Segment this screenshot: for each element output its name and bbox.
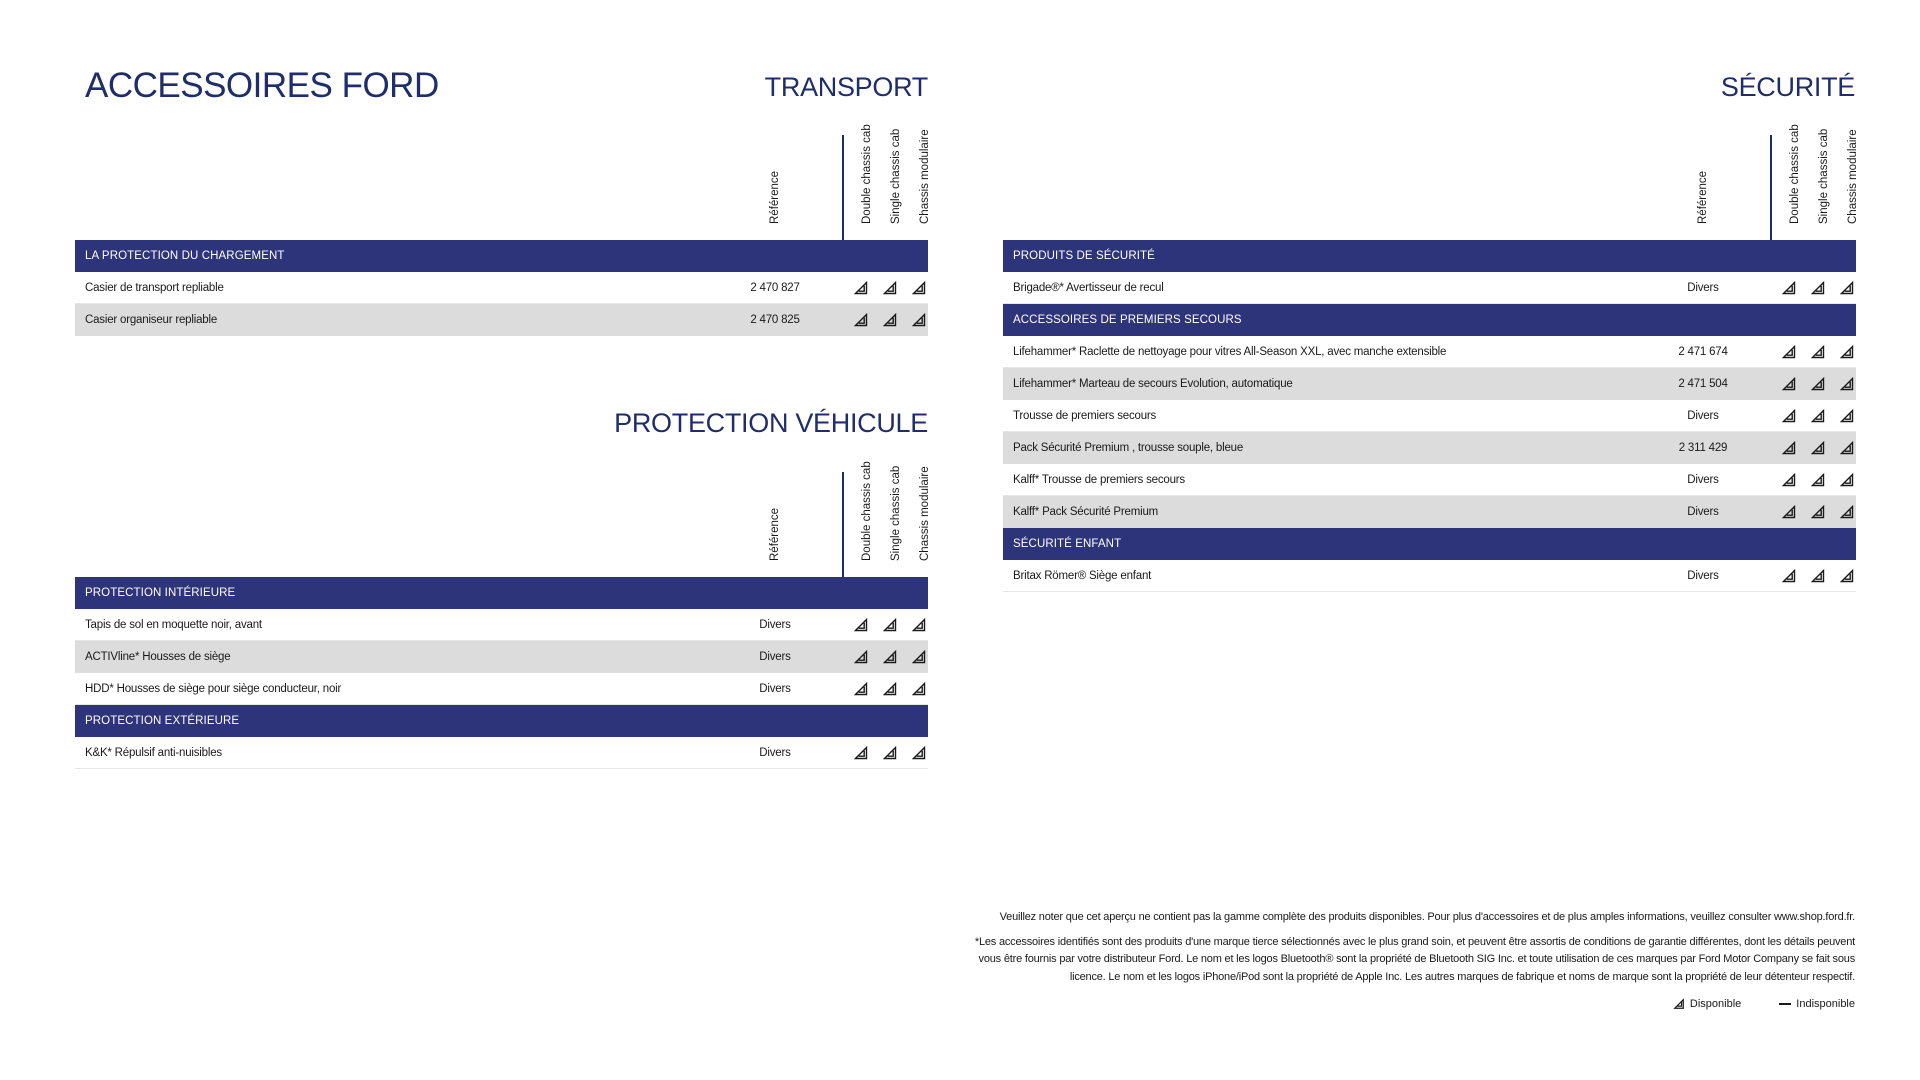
page-title: ACCESSOIRES FORD [85,66,439,105]
available-triangle-icon [1811,409,1825,423]
product-name: K&K* Répulsif anti-nuisibles [85,747,222,759]
product-name: Casier organiseur repliable [85,314,218,326]
legend-available [1673,998,1741,1010]
product-reference: 2 470 827 [750,282,800,294]
available-triangle-icon [1782,281,1796,295]
available-triangle-icon [1782,441,1796,455]
available-triangle-icon [883,618,897,632]
product-reference: Divers [1687,282,1719,294]
available-triangle-icon [1811,345,1825,359]
column-reference-label: Référence [769,170,781,224]
column-chassis-modulaire-label: Chassis modulaire [919,466,931,561]
legend-available-label: Disponible [1689,998,1742,1010]
column-chassis-modulaire-label: Chassis modulaire [1847,129,1859,224]
column-chassis-modulaire-label: Chassis modulaire [919,129,931,224]
footnote-trademarks: *Les accessoires identifiés sont des produits d'une marque tierce sélectionnés avec le plus grand soin, et peuvent être assortis de conditions de garantie différentes, dont les détails peuvent vous être fournis par votre distributeur Ford. Le nom et les logos Bluetooth® sont la propriété de Bluetooth SIG Inc. et toute utilisation de ces marques par Ford Motor Company se fait sous licence. Le nom et les logos iPhone/iPod sont la propriété de Apple Inc. Les autres marques de fabrique et noms de marque sont la propriété de leur détenteur respectif. [974,935,1855,983]
available-triangle-icon [912,682,926,696]
category-header: PRODUITS DE SÉCURITÉ [1003,240,1856,272]
dash-icon [1779,1003,1791,1005]
product-reference: 2 471 504 [1678,378,1728,390]
table-row [75,673,928,705]
column-double-chassis-cab [846,461,876,573]
available-triangle-icon [1811,281,1825,295]
column-chassis-modulaire [1832,129,1862,236]
column-single-chassis-cab [875,128,905,236]
available-triangle-icon [1811,377,1825,391]
legend [1673,998,1855,1010]
available-triangle-icon [883,281,897,295]
column-single-chassis-cab [875,465,905,573]
available-triangle-icon [1782,345,1796,359]
product-reference: Divers [759,683,791,695]
product-name: Britax Römer® Siège enfant [1013,570,1152,582]
available-triangle-icon [854,746,868,760]
product-reference: Divers [1687,410,1719,422]
available-triangle-icon [1782,473,1796,487]
available-triangle-icon [1840,281,1854,295]
column-header [1003,124,1859,240]
available-triangle-icon [883,650,897,664]
section-title-protection: PROTECTION VÉHICULE [614,408,928,438]
column-single-chassis-cab-label: Single chassis cab [890,465,902,561]
product-reference: Divers [1687,474,1719,486]
available-triangle-icon [1811,473,1825,487]
product-reference: 2 470 825 [750,314,800,326]
product-reference: Divers [759,747,791,759]
product-name: Brigade®* Avertisseur de recul [1013,282,1164,294]
table-row [75,641,928,673]
available-triangle-icon [883,746,897,760]
table-row [75,272,928,304]
available-triangle-icon [1840,569,1854,583]
product-name: Trousse de premiers secours [1013,410,1157,422]
product-name: HDD* Housses de siège pour siège conducteur, noir [85,683,342,695]
column-single-chassis-cab [1803,128,1833,236]
available-triangle-icon [1840,473,1854,487]
available-triangle-icon [854,618,868,632]
table-row [1003,464,1856,496]
section-title-transport: TRANSPORT [764,72,928,102]
column-header [75,124,931,240]
available-triangle-icon [1811,569,1825,583]
category-header: PROTECTION EXTÉRIEURE [75,705,928,737]
protection-table [75,461,931,769]
available-triangle-icon [1840,345,1854,359]
product-reference: Divers [759,619,791,631]
available-triangle-icon [854,281,868,295]
footnotes [960,909,1855,993]
table-row [1003,560,1856,592]
column-reference-label: Référence [769,507,781,561]
table-row [1003,496,1856,528]
available-triangle-icon [1840,409,1854,423]
available-triangle-icon [1840,441,1854,455]
column-double-chassis-cab-label: Double chassis cab [861,461,873,561]
available-triangle-icon [1811,441,1825,455]
product-reference: Divers [1687,506,1719,518]
column-divider [842,472,844,577]
available-triangle-icon [912,281,926,295]
available-triangle-icon [1782,569,1796,583]
category-header: PROTECTION INTÉRIEURE [75,577,928,609]
available-triangle-icon [854,313,868,327]
product-name: ACTIVline* Housses de siège [85,651,231,663]
product-reference: 2 311 429 [1678,442,1728,454]
column-chassis-modulaire [904,466,934,573]
available-triangle-icon [1673,998,1685,1010]
available-triangle-icon [883,682,897,696]
securite-table [1003,124,1859,592]
product-name: Pack Sécurité Premium , trousse souple, bleue [1013,442,1244,454]
available-triangle-icon [854,682,868,696]
available-triangle-icon [1782,505,1796,519]
column-double-chassis-cab [1774,124,1804,236]
available-triangle-icon [1840,505,1854,519]
table-row [1003,432,1856,464]
available-triangle-icon [1840,377,1854,391]
available-triangle-icon [1782,409,1796,423]
category-header: ACCESSOIRES DE PREMIERS SECOURS [1003,304,1856,336]
table-row [75,609,928,641]
column-divider [842,135,844,240]
available-triangle-icon [1811,505,1825,519]
table-row [1003,368,1856,400]
product-name: Casier de transport repliable [85,282,224,294]
available-triangle-icon [912,313,926,327]
column-reference [754,136,784,236]
column-chassis-modulaire [904,129,934,236]
column-double-chassis-cab-label: Double chassis cab [861,124,873,224]
legend-unavailable [1779,998,1855,1010]
available-triangle-icon [912,746,926,760]
product-name: Lifehammer* Marteau de secours Evolution, automatique [1013,378,1293,390]
product-reference: 2 471 674 [1678,346,1728,358]
legend-unavailable-label: Indisponible [1796,998,1855,1010]
product-reference: Divers [759,651,791,663]
table-row [75,737,928,769]
column-double-chassis-cab-label: Double chassis cab [1789,124,1801,224]
product-name: Lifehammer* Raclette de nettoyage pour vitres All-Season XXL, avec manche extensible [1013,346,1447,358]
product-reference: Divers [1687,570,1719,582]
product-name: Tapis de sol en moquette noir, avant [85,619,262,631]
column-divider [1770,135,1772,240]
category-header: SÉCURITÉ ENFANT [1003,528,1856,560]
product-name: Kalff* Trousse de premiers secours [1013,474,1185,486]
available-triangle-icon [883,313,897,327]
table-row [1003,400,1856,432]
column-single-chassis-cab-label: Single chassis cab [890,128,902,224]
footnote-overview: Veuillez noter que cet aperçu ne contient pas la gamme complète des produits disponibles. Pour plus d'accessoires et de plus amples informations, veuillez consulter www.shop.ford.fr. [999,911,1855,923]
column-reference [754,473,784,573]
available-triangle-icon [1782,377,1796,391]
category-header: LA PROTECTION DU CHARGEMENT [75,240,928,272]
table-row [75,304,928,336]
column-reference [1682,136,1712,236]
column-double-chassis-cab [846,124,876,236]
available-triangle-icon [912,650,926,664]
column-reference-label: Référence [1697,170,1709,224]
available-triangle-icon [854,650,868,664]
product-name: Kalff* Pack Sécurité Premium [1013,506,1159,518]
table-row [1003,272,1856,304]
transport-table [75,124,931,336]
column-single-chassis-cab-label: Single chassis cab [1818,128,1830,224]
section-title-securite: SÉCURITÉ [1720,72,1855,102]
available-triangle-icon [912,618,926,632]
column-header [75,461,931,577]
table-row [1003,336,1856,368]
